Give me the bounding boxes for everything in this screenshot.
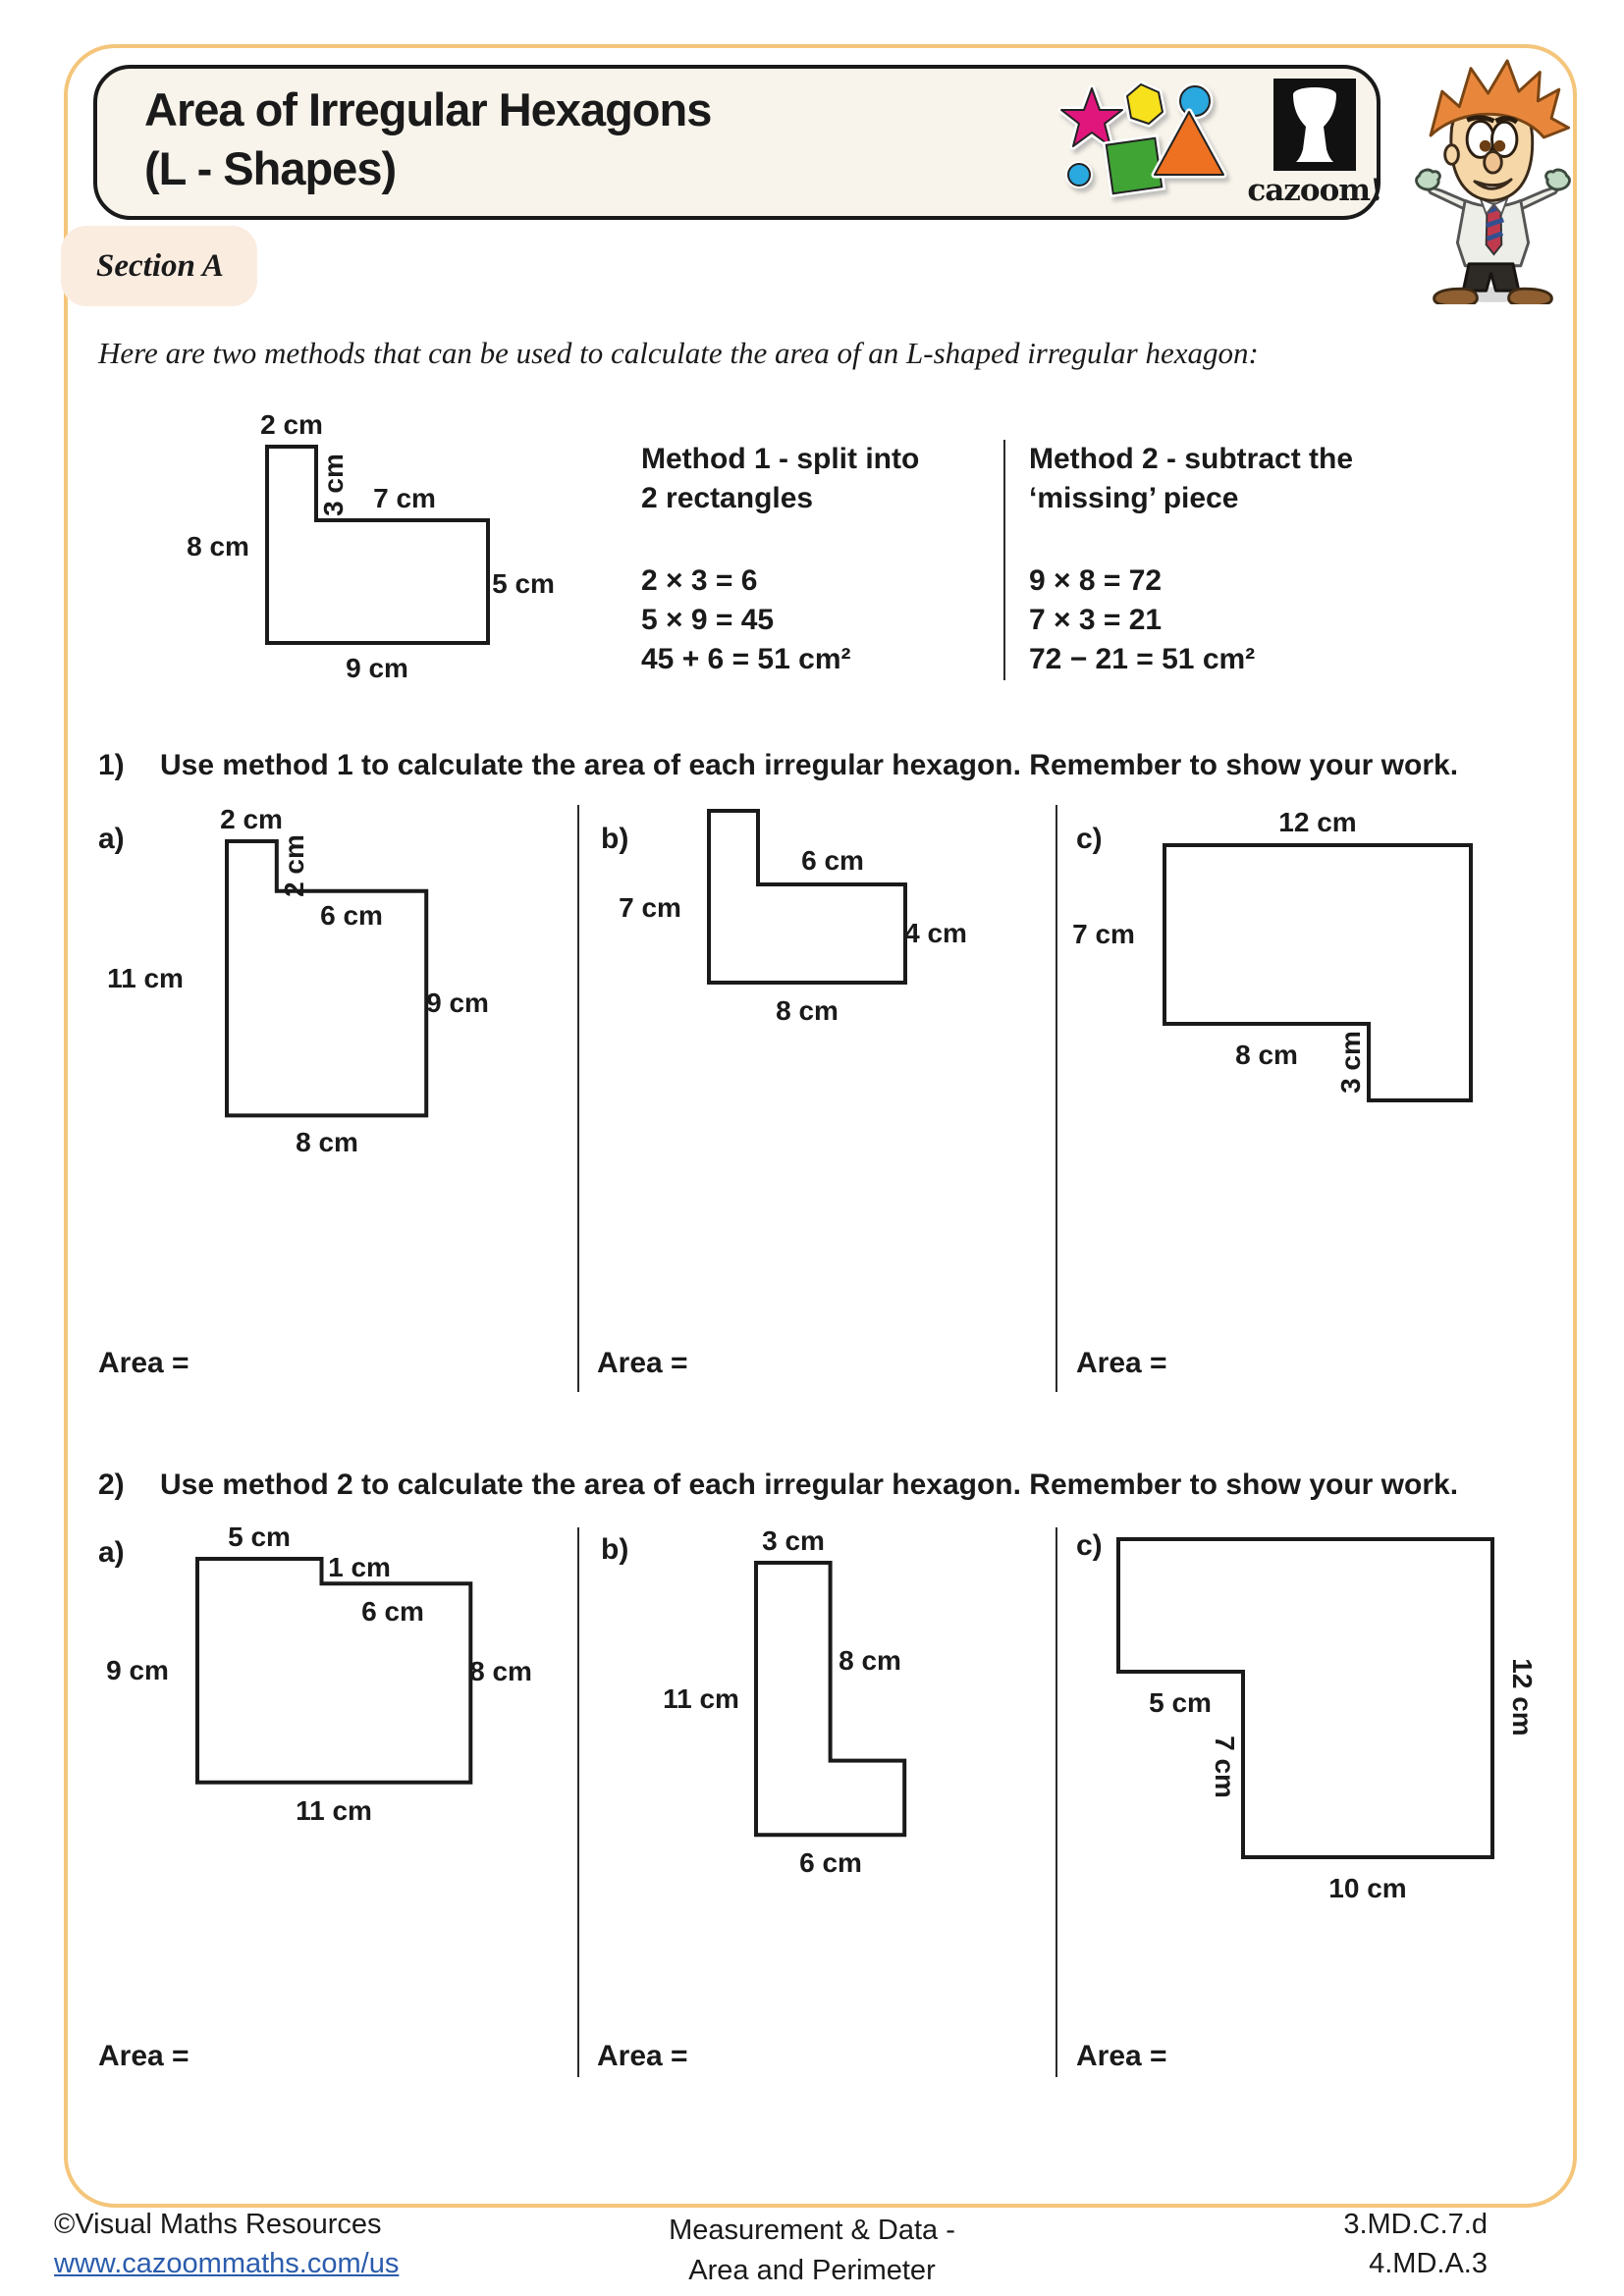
standard-code-1: 3.MD.C.7.d xyxy=(1343,2209,1488,2240)
cazoom-logo-text: cazoom! xyxy=(1247,173,1382,208)
q2a-l-shape-outline xyxy=(197,1559,470,1783)
website-link[interactable]: www.cazoommaths.com/us xyxy=(54,2248,400,2280)
footer-right xyxy=(1232,2205,1488,2283)
dimension-label: 9 cm xyxy=(106,1655,169,1685)
method1-eq-2: 5 × 9 = 45 xyxy=(641,603,775,636)
dimension-label: 6 cm xyxy=(799,1847,862,1878)
dimension-label: 8 cm xyxy=(187,531,249,561)
dimension-label: 8 cm xyxy=(776,995,839,1026)
dimension-label: 2 cm xyxy=(260,409,323,440)
dimension-label: 7 cm xyxy=(1072,919,1135,949)
dimension-label: 12 cm xyxy=(1278,807,1357,837)
q1a-area-label: Area = xyxy=(98,1347,189,1379)
q2a-area-label: Area = xyxy=(98,2040,189,2072)
dimension-label: 9 cm xyxy=(346,653,408,683)
method2-title-line2: ‘missing’ piece xyxy=(1029,481,1239,514)
dimension-label: 7 cm xyxy=(373,483,436,513)
footer-center xyxy=(567,2211,1057,2290)
method2-eq-1: 9 × 8 = 72 xyxy=(1029,563,1163,597)
dimension-label: 4 cm xyxy=(904,918,967,948)
example-l-shape-outline xyxy=(267,447,488,643)
dimension-label: 6 cm xyxy=(801,845,864,876)
page-title-line1: Area of Irregular Hexagons xyxy=(144,83,712,135)
method1-title-line2: 2 rectangles xyxy=(641,481,814,514)
dimension-label: 6 cm xyxy=(320,900,383,931)
subject-line2: Area and Perimeter xyxy=(688,2254,936,2286)
q1a-l-shape-outline xyxy=(227,841,426,1115)
question2-number: 2) xyxy=(98,1468,125,1501)
dimension-label: 3 cm xyxy=(1335,1031,1366,1094)
copyright-text: ©Visual Maths Resources xyxy=(54,2209,382,2240)
dimension-label: 5 cm xyxy=(492,568,555,599)
standard-code-2: 4.MD.A.3 xyxy=(1369,2248,1488,2280)
dimension-label: 11 cm xyxy=(296,1795,372,1826)
q1c-l-shape xyxy=(1161,841,1475,1104)
q1c-l-shape-outline xyxy=(1164,845,1471,1100)
q2-part-b-letter: b) xyxy=(601,1533,629,1566)
method2-eq-3: 72 − 21 = 51 cm² xyxy=(1029,642,1256,675)
question1-number: 1) xyxy=(98,749,125,781)
page-title-line2: (L - Shapes) xyxy=(144,142,397,195)
method1-eq-3: 45 + 6 = 51 cm² xyxy=(641,642,851,675)
dimension-label: 12 cm xyxy=(1507,1658,1538,1736)
q1-part-c-letter: c) xyxy=(1076,823,1103,855)
dimension-label: 11 cm xyxy=(663,1683,739,1714)
q1a-l-shape xyxy=(223,837,430,1119)
q2b-l-shape-outline xyxy=(756,1563,904,1835)
dimension-label: 8 cm xyxy=(469,1656,532,1686)
dimension-label: 11 cm xyxy=(107,963,184,993)
q1b-l-shape-outline xyxy=(709,811,905,983)
dimension-label: 3 cm xyxy=(762,1525,825,1556)
q1c-area-label: Area = xyxy=(1076,1347,1167,1379)
dimension-label: 1 cm xyxy=(328,1552,391,1582)
dimension-label: 8 cm xyxy=(296,1127,358,1157)
dimension-label: 8 cm xyxy=(1235,1040,1298,1070)
q2c-area-label: Area = xyxy=(1076,2040,1167,2072)
method2-eq-2: 7 × 3 = 21 xyxy=(1029,603,1163,636)
method1-title-line1: Method 1 - split into xyxy=(641,443,920,475)
subject-line1: Measurement & Data - xyxy=(669,2215,955,2246)
dimension-label: 3 cm xyxy=(318,454,349,516)
dimension-label: 6 cm xyxy=(361,1596,424,1627)
q1b-area-label: Area = xyxy=(597,1347,688,1379)
section-label: Section A xyxy=(96,247,224,284)
method2-title-line1: Method 2 - subtract the xyxy=(1029,443,1354,475)
q1-part-a-letter: a) xyxy=(98,823,125,855)
dimension-label: 2 cm xyxy=(279,834,309,897)
q2b-l-shape xyxy=(752,1559,908,1839)
q2-part-c-letter: c) xyxy=(1076,1529,1103,1562)
dimension-label: 7 cm xyxy=(1210,1735,1240,1798)
dimension-label: 2 cm xyxy=(220,804,283,834)
dimension-label: 5 cm xyxy=(228,1522,291,1552)
q1-part-b-letter: b) xyxy=(601,823,629,855)
dimension-label: 10 cm xyxy=(1328,1873,1407,1903)
method1-eq-1: 2 × 3 = 6 xyxy=(641,563,758,597)
example-l-shape xyxy=(263,443,492,647)
q1b-l-shape xyxy=(705,807,909,987)
q2-part-a-letter: a) xyxy=(98,1536,125,1569)
dimension-label: 7 cm xyxy=(619,892,681,923)
dimension-label: 9 cm xyxy=(426,988,489,1018)
q2b-area-label: Area = xyxy=(597,2040,688,2072)
footer-left xyxy=(54,2205,399,2283)
dimension-label: 8 cm xyxy=(839,1645,901,1676)
question1-prompt: Use method 1 to calculate the area of each irregular hexagon. Remember to show your work. xyxy=(160,749,1459,781)
dimension-label: 5 cm xyxy=(1149,1687,1212,1718)
q2a-l-shape xyxy=(193,1555,474,1787)
intro-text: Here are two methods that can be used to calculate the area of an L-shaped irregular hexagon: xyxy=(98,336,1259,370)
question2-prompt: Use method 2 to calculate the area of each irregular hexagon. Remember to show your work. xyxy=(160,1468,1459,1501)
